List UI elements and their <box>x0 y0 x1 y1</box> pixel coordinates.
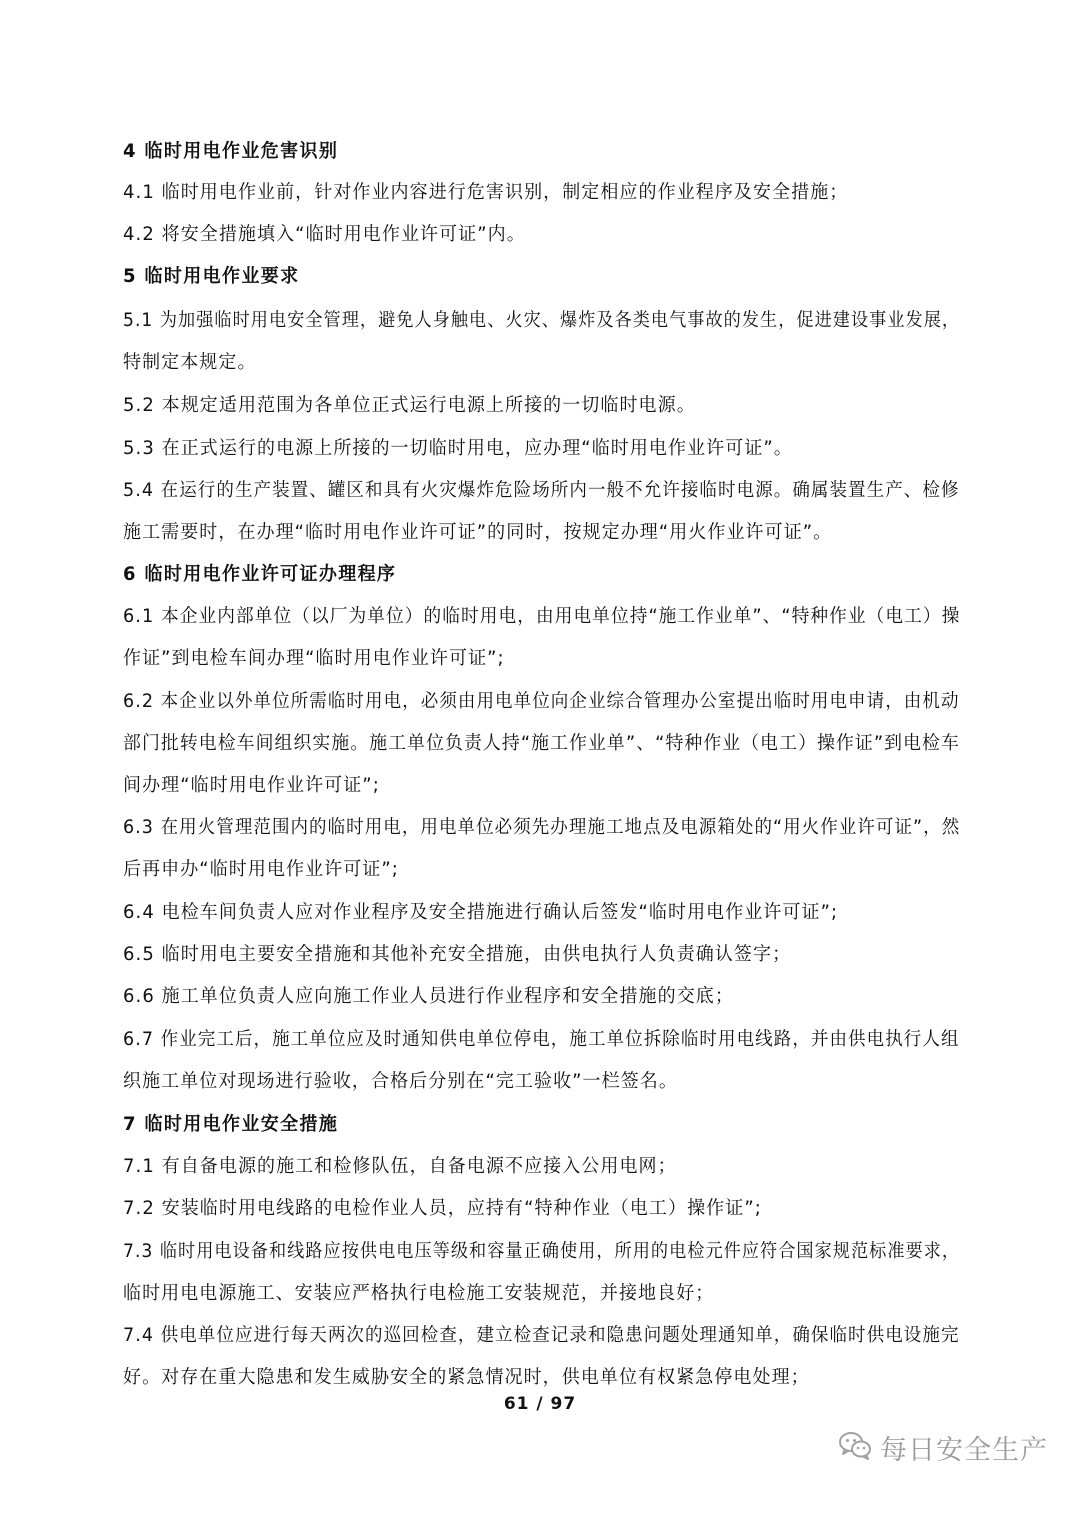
paragraph-line: 6.5 临时用电主要安全措施和其他补充安全措施，由供电执行人负责确认签字； <box>123 944 792 965</box>
paragraph-line: 7.3 临时用电设备和线路应按供电电压等级和容量正确使用，所用的电检元件应符合国家规范标准要求， <box>123 1241 961 1262</box>
page-number: 61 / 97 <box>503 1394 577 1414</box>
watermark-text: 每日安全生产 <box>880 1434 1048 1466</box>
paragraph-line: 间办理“临时用电作业许可证”; <box>123 775 380 796</box>
section-heading: 6 临时用电作业许可证办理程序 <box>123 564 397 585</box>
paragraph-line: 施工需要时，在办理“临时用电作业许可证”的同时，按规定办理“用火作业许可证”。 <box>123 522 833 543</box>
section-heading: 7 临时用电作业安全措施 <box>123 1114 339 1135</box>
paragraph-line: 后再申办“临时用电作业许可证”; <box>123 859 399 880</box>
paragraph-line: 作证”到电检车间办理“临时用电作业许可证”; <box>123 648 505 669</box>
paragraph-line: 6.6 施工单位负责人应向施工作业人员进行作业程序和安全措施的交底； <box>123 986 734 1007</box>
paragraph-line: 6.1 本企业内部单位（以厂为单位）的临时用电，由用电单位持“施工作业单”、“特种作业（电工）操 <box>123 606 961 627</box>
paragraph-line: 4.2 将安全措施填入“临时用电作业许可证”内。 <box>123 224 526 245</box>
paragraph-line: 7.4 供电单位应进行每天两次的巡回检查，建立检查记录和隐患问题处理通知单，确保临时供电设施完 <box>123 1325 960 1346</box>
paragraph-line: 部门批转电检车间组织实施。施工单位负责人持“施工作业单”、“特种作业（电工）操作证”到电检车 <box>123 733 960 754</box>
paragraph-line: 7.1 有自备电源的施工和检修队伍，自备电源不应接入公用电网； <box>123 1156 677 1177</box>
paragraph-line: 6.4 电检车间负责人应对作业程序及安全措施进行确认后签发“临时用电作业许可证”; <box>123 902 839 923</box>
paragraph-line: 5.1 为加强临时用电安全管理，避免人身触电、火灾、爆炸及各类电气事故的发生，促进建设事业发展， <box>123 310 961 331</box>
section-heading: 4 临时用电作业危害识别 <box>123 141 339 162</box>
paragraph-line: 4.1 临时用电作业前，针对作业内容进行危害识别，制定相应的作业程序及安全措施； <box>123 182 849 203</box>
paragraph-line: 织施工单位对现场进行验收，合格后分别在“完工验收”一栏签名。 <box>123 1071 678 1092</box>
wechat-icon <box>838 1430 872 1464</box>
paragraph-line: 7.2 安装临时用电线路的电检作业人员，应持有“特种作业（电工）操作证”; <box>123 1198 762 1219</box>
paragraph-line: 6.7 作业完工后，施工单位应及时通知供电单位停电，施工单位拆除临时用电线路，并由供电执行人组 <box>123 1029 960 1050</box>
watermark <box>838 1430 1048 1464</box>
paragraph-line: 6.2 本企业以外单位所需临时用电，必须由用电单位向企业综合管理办公室提出临时用电申请，由机动 <box>123 691 960 712</box>
paragraph-line: 5.2 本规定适用范围为各单位正式运行电源上所接的一切临时电源。 <box>123 395 696 416</box>
paragraph-line: 临时用电电源施工、安装应严格执行电检施工安装规范，并接地良好； <box>123 1283 715 1304</box>
paragraph-line: 好。对存在重大隐患和发生威胁安全的紧急情况时，供电单位有权紧急停电处理； <box>123 1367 810 1388</box>
paragraph-line: 特制定本规定。 <box>123 352 257 373</box>
paragraph-line: 6.3 在用火管理范围内的临时用电，用电单位必须先办理施工地点及电源箱处的“用火作业许可证”，然 <box>123 817 961 838</box>
paragraph-line: 5.3 在正式运行的电源上所接的一切临时用电，应办理“临时用电作业许可证”。 <box>123 438 793 459</box>
paragraph-line: 5.4 在运行的生产装置、罐区和具有火灾爆炸危险场所内一般不允许接临时电源。确属装置生产、检修 <box>123 480 960 501</box>
section-heading: 5 临时用电作业要求 <box>123 266 300 287</box>
